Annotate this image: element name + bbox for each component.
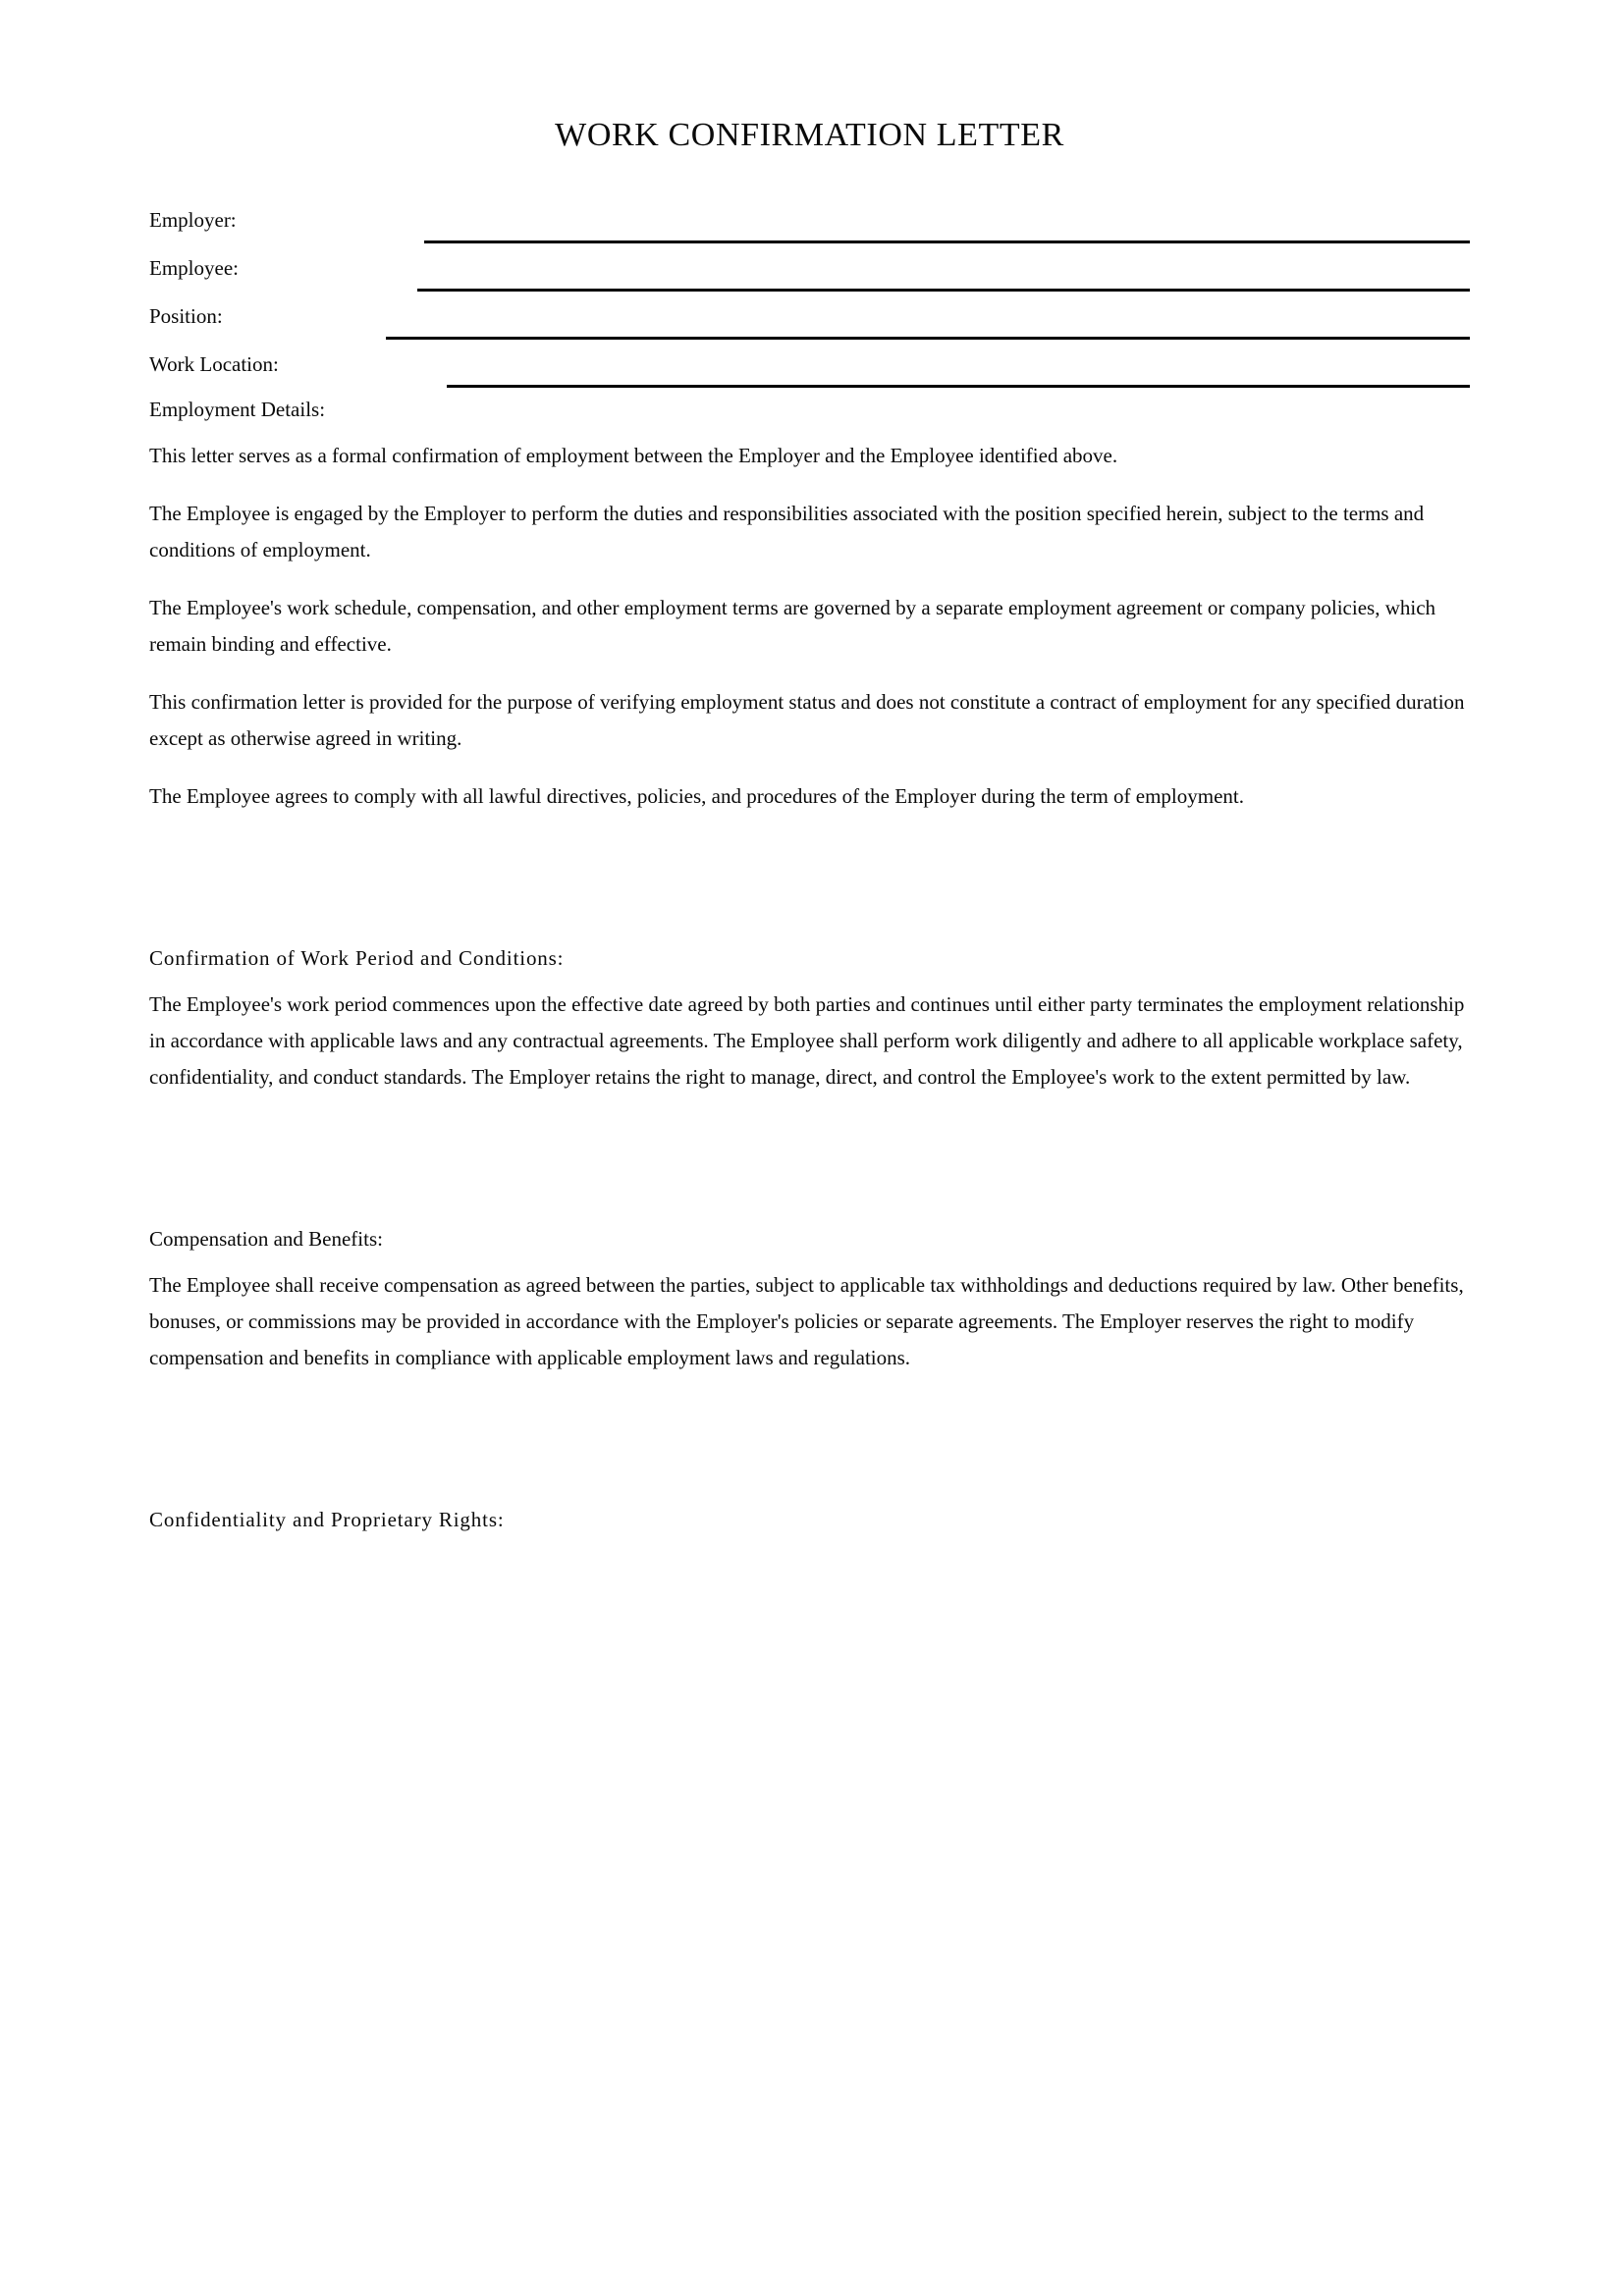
section-spacer-3 bbox=[149, 1376, 1470, 1505]
page-title: WORK CONFIRMATION LETTER bbox=[555, 117, 1064, 153]
document-content bbox=[149, 0, 1470, 1548]
position-label: Position: bbox=[149, 304, 223, 329]
work-location-input-rule[interactable] bbox=[447, 385, 1470, 388]
compensation-heading: Compensation and Benefits: bbox=[149, 1227, 383, 1252]
section-spacer-2 bbox=[149, 1095, 1470, 1224]
compensation-paragraph-1: The Employee shall receive compensation as agreed between the parties, subject to applicable tax withholdings and deductions required by law. Other benefits, bonuses, or commissions may be provided in accordance with the Employer's policies or separate agreements. The Employer reserves the right to modify compensation and benefits in compliance with applicable employment laws and regulations. bbox=[149, 1273, 1464, 1370]
employment-details-paragraph-4: This confirmation letter is provided for the purpose of verifying employment status and does not constitute a contract of employment for any specified duration except as otherwise agreed in writing. bbox=[149, 690, 1465, 751]
employment-details-paragraph-1: This letter serves as a formal confirmation of employment between the Employer and the Employee identified above. bbox=[149, 444, 1118, 468]
employee-input-rule[interactable] bbox=[417, 289, 1470, 292]
work-period-heading: Confirmation of Work Period and Conditions: bbox=[149, 946, 565, 971]
employment-details-paragraph-3: The Employee's work schedule, compensation, and other employment terms are governed by a separate employment agreement or company policies, which remain binding and effective. bbox=[149, 596, 1436, 657]
field-row-employer bbox=[149, 205, 1470, 253]
field-row-employee bbox=[149, 253, 1470, 301]
section-employment-details bbox=[149, 395, 1470, 815]
employment-details-paragraph-2: The Employee is engaged by the Employer to perform the duties and responsibilities associated with the position specified herein, subject to the terms and conditions of employment. bbox=[149, 502, 1425, 562]
employment-details-heading: Employment Details: bbox=[149, 398, 326, 422]
employment-details-paragraph-5: The Employee agrees to comply with all lawful directives, policies, and procedures of the Employer during the term of employment. bbox=[149, 784, 1244, 809]
field-row-work-location bbox=[149, 349, 1470, 398]
field-row-position bbox=[149, 301, 1470, 349]
form-fields-group bbox=[149, 205, 1470, 398]
section-work-period bbox=[149, 943, 1470, 1095]
section-compensation bbox=[149, 1224, 1470, 1376]
section-confidentiality bbox=[149, 1505, 1470, 1534]
employer-input-rule[interactable] bbox=[424, 240, 1470, 243]
confidentiality-heading: Confidentiality and Proprietary Rights: bbox=[149, 1508, 505, 1532]
section-spacer-1 bbox=[149, 815, 1470, 943]
work-period-paragraph-1: The Employee's work period commences upon the effective date agreed by both parties and continues until either party terminates the employment relationship in accordance with applicable laws and any contractual agreements. The Employee shall perform work diligently and adhere to all applicable workplace safety, confidentiality, and conduct standards. The Employer retains the right to manage, direct, and control the Employee's work to the extent permitted by law. bbox=[149, 992, 1465, 1090]
employer-label: Employer: bbox=[149, 208, 237, 233]
work-location-label: Work Location: bbox=[149, 352, 279, 377]
employee-label: Employee: bbox=[149, 256, 239, 281]
position-input-rule[interactable] bbox=[386, 337, 1470, 340]
